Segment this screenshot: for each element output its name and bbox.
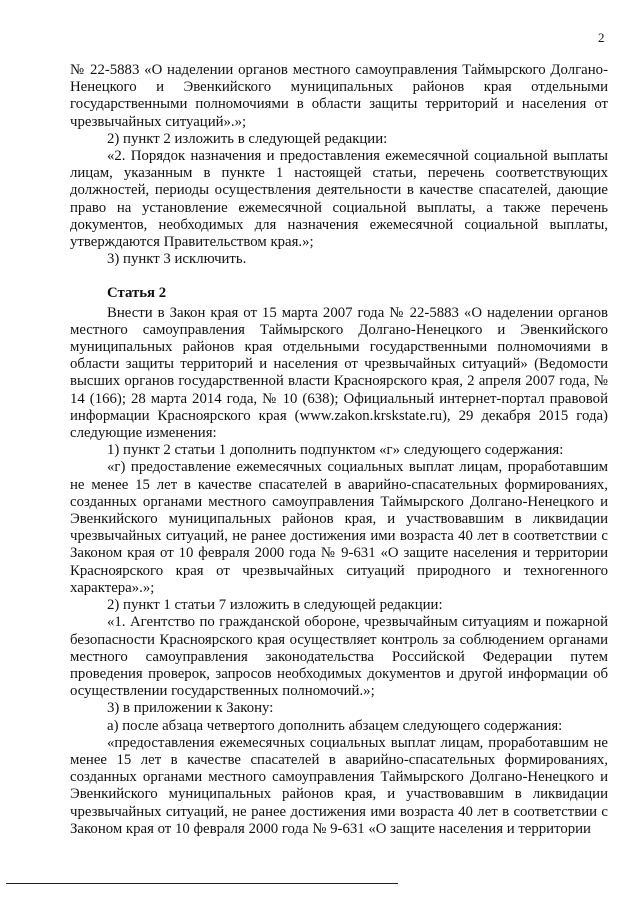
- paragraph-change-1: 1) пункт 2 статьи 1 дополнить подпунктом «г» следующего содержания:: [107, 442, 564, 459]
- page-number: 2: [598, 30, 605, 45]
- paragraph-item-3: 3) пункт 3 исключить.: [107, 251, 247, 268]
- paragraph-article-intro: Внести в Закон края от 15 марта 2007 года № 22-5883 «О наделении органов местного самоуправления Таймырского Долгано-Ненецкого и Эвенкийского муниципальных районов края отдельными государственными полномочиями в области защиты территорий и населения от чрезвычайных ситуаций» (Ведомости высших органов государственной власти Красноярского края, 2 апреля 2007 года, № 14 (166); 28 марта 2014 года, № 10 (638); Официальный интернет-портал правовой информации Красноярского края (www.zakon.krskstate.ru), 29 декабря 2015 года) следующие изменения:: [70, 304, 608, 442]
- paragraph-quoted-point-1: «1. Агентство по гражданской обороне, чрезвычайным ситуациям и пожарной безопасности Красноярского края осуществляет контроль за соблюдением органами местного самоуправления законодательства Российской Федерации путем проведения проверок, запросов необходимых документов и другой информации об осуществлении государственных полномочий.»;: [70, 614, 608, 700]
- footer-divider: [6, 883, 398, 884]
- paragraph-subitem-g: «г) предоставление ежемесячных социальных выплат лицам, проработавшим не менее 15 лет в качестве спасателей в аварийно-спасательных формированиях, созданных органами местного самоуправления Таймырского Долгано-Ненецкого и Эвенкийского муниципальных районов края, и участвовавшим в ликвидации чрезвычайных ситуаций, не ранее достижения ими возраста 40 лет в соответствии с Законом края от 10 февраля 2000 года № 9-631 «О защите населения и территории Красноярского края от чрезвычайных ситуаций природного и техногенного характера».»;: [70, 459, 608, 596]
- paragraph-continuation: № 22-5883 «О наделении органов местного самоуправления Таймырского Долгано-Ненецкого и Эвенкийского муниципальных районов края отдельными государственными полномочиями в области защиты территорий и населения от чрезвычайных ситуаций».»;: [70, 62, 608, 130]
- paragraph-quoted-addition: «предоставления ежемесячных социальных выплат лицам, проработавшим не менее 15 лет в качестве спасателей в аварийно-спасательных формированиях, созданных органами местного самоуправления Таймырского Долгано-Ненецкого и Эвенкийского муниципальных районов края, и участвовавшим в ликвидации чрезвычайных ситуаций, не ранее достижения ими возраста 40 лет в соответствии с Законом края от 10 февраля 2000 года № 9-631 «О защите населения и территории: [70, 734, 608, 837]
- paragraph-quoted-item-2: «2. Порядок назначения и предоставления ежемесячной социальной выплаты лицам, указанным в пункте 1 настоящей статьи, перечень соответствующих должностей, периоды осуществления деятельности в качестве спасателей, дающие право на установление ежемесячной социальной выплаты, а также перечень документов, необходимых для назначения ежемесячной социальной выплаты, утверждаются Правительством края.»;: [70, 148, 608, 251]
- document-body: [70, 62, 608, 838]
- article-heading: Статья 2: [107, 285, 167, 302]
- paragraph-item-2: 2) пункт 2 изложить в следующей редакции:: [107, 130, 388, 147]
- paragraph-change-2: 2) пункт 1 статьи 7 изложить в следующей редакции:: [107, 597, 443, 614]
- paragraph-subitem-a: а) после абзаца четвертого дополнить абзацем следующего содержания:: [107, 717, 563, 734]
- paragraph-change-3: 3) в приложении к Закону:: [107, 700, 274, 717]
